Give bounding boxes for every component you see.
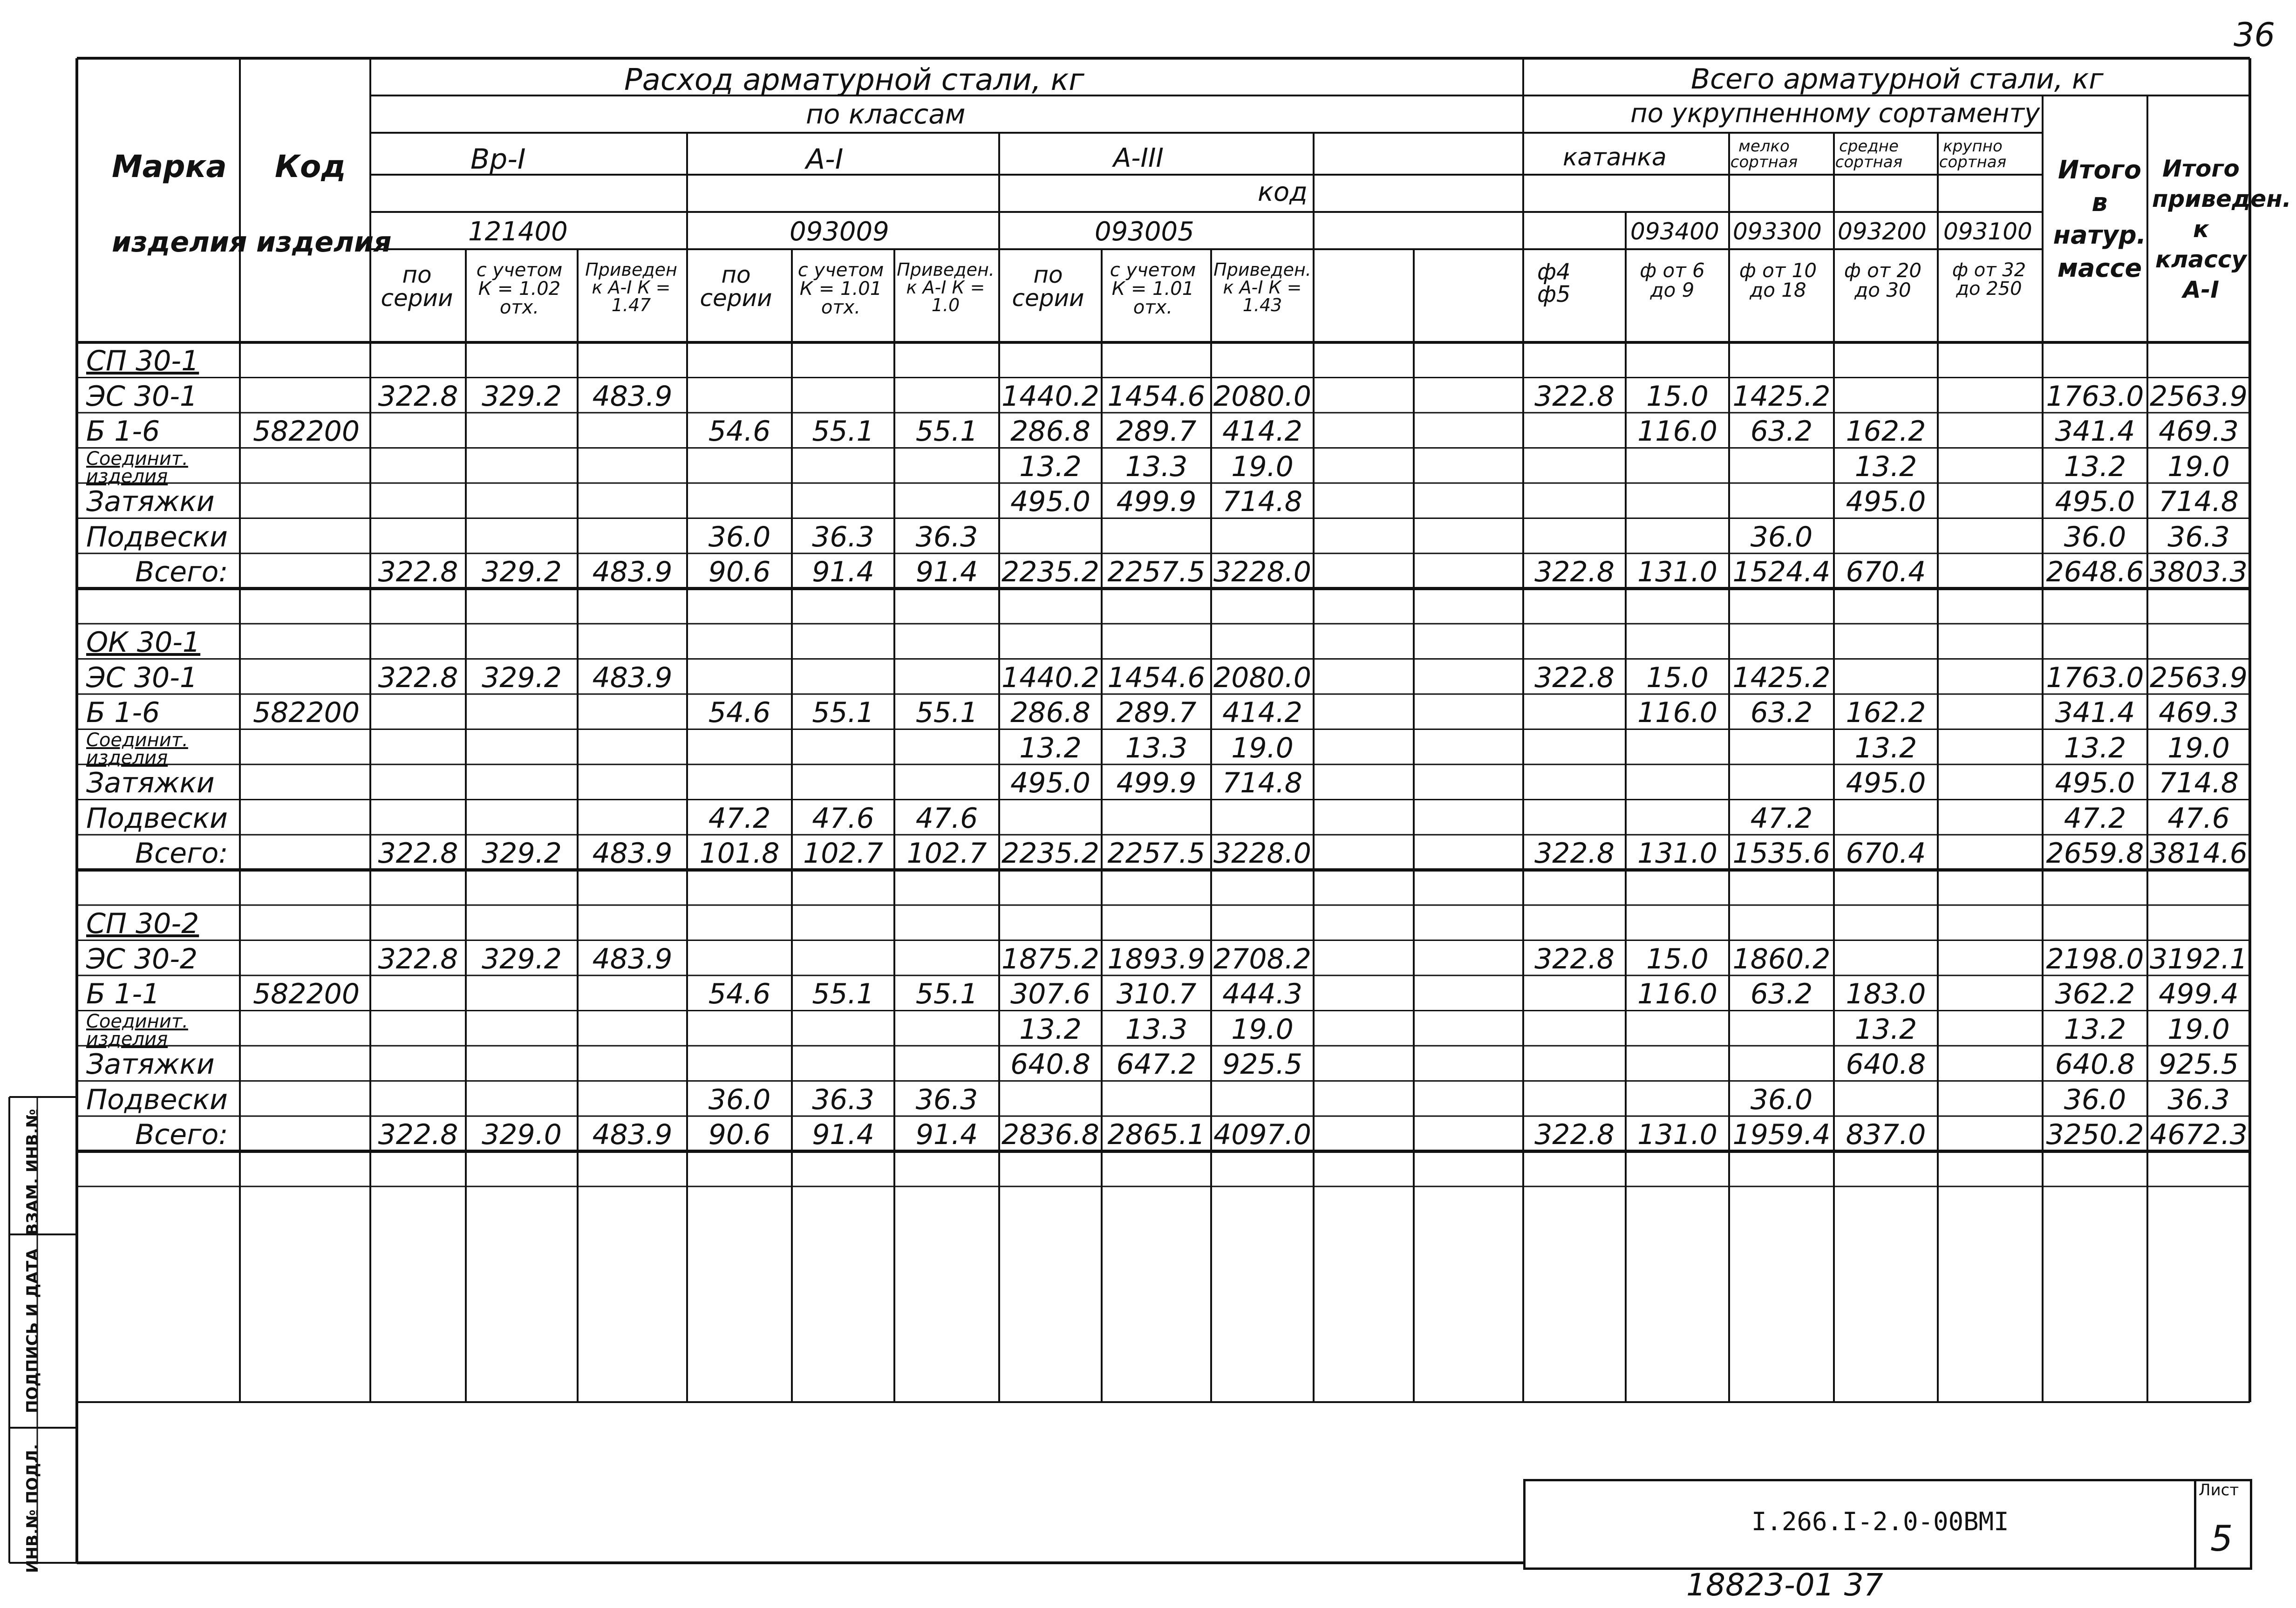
row-name: Б 1-6 [86, 415, 160, 448]
value-cell: 322.8 [1534, 837, 1615, 870]
value-cell: 1524.4 [1732, 556, 1831, 588]
row-name: Подвески [86, 520, 228, 553]
value-cell: 495.0 [2055, 767, 2135, 799]
value-cell: 162.2 [1846, 415, 1926, 448]
value-cell: 1454.6 [1107, 380, 1206, 413]
value-cell: 322.8 [1534, 556, 1615, 588]
value-cell: 13.2 [1854, 1013, 1917, 1046]
header-code-extra: 093100 [1943, 218, 2032, 245]
value-cell: 55.1 [915, 415, 978, 448]
value-cell: 36.0 [708, 520, 771, 553]
value-cell: 322.8 [378, 556, 458, 588]
row-code: 582200 [252, 696, 360, 729]
value-cell: 3228.0 [1213, 556, 1311, 588]
value-cell: 647.2 [1116, 1048, 1197, 1081]
value-cell: 13.2 [1019, 1013, 1082, 1046]
value-cell: 36.3 [915, 1083, 978, 1116]
group-title: ОК 30-1 [86, 626, 201, 659]
sub-phi1018: ф от 10 до 18 [1739, 259, 1817, 301]
row-name: Б 1-1 [86, 978, 160, 1010]
value-cell: 36.0 [708, 1083, 771, 1116]
value-cell: 13.3 [1125, 731, 1188, 764]
value-cell: 3192.1 [2150, 942, 2248, 975]
header-izdeliya-1: изделия [112, 226, 247, 259]
value-cell: 499.4 [2159, 978, 2239, 1010]
value-cell: 483.9 [592, 942, 673, 975]
value-cell: 1860.2 [1732, 942, 1831, 975]
value-cell: 1893.9 [1107, 942, 1206, 975]
row-code: 582200 [252, 415, 360, 448]
value-cell: 36.0 [1750, 1083, 1813, 1116]
value-cell: 2257.5 [1107, 837, 1206, 870]
header-class-vr: Вр-I [470, 143, 526, 176]
header-kod-row: код [1258, 177, 1308, 207]
value-cell: 2836.8 [1002, 1118, 1099, 1151]
value-cell: 3250.2 [2046, 1118, 2144, 1151]
value-cell: 131.0 [1637, 556, 1717, 588]
value-cell: 322.8 [378, 942, 458, 975]
header-code-melko: 093400 [1630, 218, 1719, 245]
sub-a1-priv: Приведен. к А-I К = 1.0 [897, 259, 995, 315]
value-cell: 1763.0 [2046, 380, 2144, 413]
value-cell: 54.6 [708, 696, 771, 729]
value-cell: 483.9 [592, 1118, 673, 1151]
sub-phi45: ф4 ф5 [1537, 259, 1571, 307]
value-cell: 495.0 [1846, 767, 1926, 799]
value-cell: 47.6 [812, 802, 874, 835]
value-cell: 47.6 [915, 802, 978, 835]
value-cell: 19.0 [1231, 731, 1294, 764]
value-cell: 116.0 [1637, 415, 1717, 448]
row-name: Затяжки [86, 485, 215, 518]
sub-vr-priv: Приведен к А-I К = 1.47 [585, 259, 677, 315]
row-total-label: Всего: [135, 556, 228, 588]
value-cell: 36.0 [1750, 520, 1813, 553]
value-cell: 36.3 [812, 520, 874, 553]
sub-phi2030: ф от 20 до 30 [1844, 259, 1922, 301]
value-cell: 47.2 [708, 802, 771, 835]
value-cell: 329.0 [482, 1118, 562, 1151]
value-cell: 286.8 [1010, 415, 1090, 448]
list-number: 5 [2210, 1518, 2233, 1559]
value-cell: 499.9 [1116, 485, 1197, 518]
header-sredne: средне сортная [1835, 137, 1903, 171]
value-cell: 322.8 [1534, 1118, 1615, 1151]
value-cell: 1425.2 [1732, 380, 1831, 413]
header-code-a3: 093005 [1095, 217, 1194, 247]
value-cell: 63.2 [1750, 415, 1813, 448]
value-cell: 2080.0 [1213, 380, 1311, 413]
value-cell: 444.3 [1222, 978, 1302, 1010]
value-cell: 2648.6 [2046, 556, 2144, 588]
value-cell: 2659.8 [2046, 837, 2144, 870]
sub-vr-uchet: с учетом К = 1.02 отх. [476, 259, 563, 318]
value-cell: 670.4 [1846, 556, 1926, 588]
value-cell: 2198.0 [2046, 942, 2144, 975]
value-cell: 925.5 [1222, 1048, 1302, 1081]
value-cell: 36.3 [2167, 1083, 2230, 1116]
row-name: ЭС 30-1 [86, 380, 198, 413]
value-cell: 714.8 [2159, 767, 2239, 799]
value-cell: 341.4 [2055, 696, 2135, 729]
value-cell: 183.0 [1846, 978, 1926, 1010]
value-cell: 36.3 [2167, 520, 2230, 553]
value-cell: 55.1 [812, 978, 874, 1010]
value-cell: 341.4 [2055, 415, 2135, 448]
value-cell: 15.0 [1646, 661, 1709, 694]
value-cell: 19.0 [1231, 450, 1294, 483]
value-cell: 469.3 [2159, 415, 2239, 448]
value-cell: 329.2 [482, 661, 562, 694]
value-cell: 36.0 [2064, 1083, 2126, 1116]
value-cell: 19.0 [2167, 731, 2230, 764]
row-name: Соединит. изделия [86, 1010, 188, 1050]
doc-code: I.266.I-2.0-00ВМI [1751, 1507, 2009, 1536]
value-cell: 2080.0 [1213, 661, 1311, 694]
value-cell: 322.8 [1534, 942, 1615, 975]
row-name: Соединит. изделия [86, 729, 188, 769]
value-cell: 640.8 [1846, 1048, 1926, 1081]
value-cell: 2865.1 [1107, 1118, 1206, 1151]
header-melko: мелко сортная [1730, 137, 1798, 171]
side-label-inv-podl: ИНВ.№ ПОДЛ. [23, 1444, 42, 1573]
value-cell: 13.2 [1019, 450, 1082, 483]
value-cell: 13.3 [1125, 450, 1188, 483]
value-cell: 3803.3 [2150, 556, 2248, 588]
value-cell: 329.2 [482, 942, 562, 975]
value-cell: 2563.9 [2150, 380, 2248, 413]
header-izdeliya-2: изделия [256, 226, 392, 259]
header-itogo-natur: Итого в натур. массе [2053, 155, 2146, 283]
header-by-classes: по классам [806, 98, 966, 130]
value-cell: 36.0 [2064, 520, 2126, 553]
value-cell: 925.5 [2159, 1048, 2239, 1081]
value-cell: 2257.5 [1107, 556, 1206, 588]
value-cell: 55.1 [812, 415, 874, 448]
header-class-a1: А-I [806, 143, 844, 176]
value-cell: 414.2 [1222, 415, 1302, 448]
value-cell: 55.1 [915, 696, 978, 729]
value-cell: 362.2 [2055, 978, 2135, 1010]
value-cell: 13.3 [1125, 1013, 1188, 1046]
value-cell: 329.2 [482, 837, 562, 870]
header-krupno: крупно сортная [1939, 137, 2007, 171]
value-cell: 1535.6 [1732, 837, 1831, 870]
value-cell: 322.8 [378, 837, 458, 870]
value-cell: 414.2 [1222, 696, 1302, 729]
value-cell: 2235.2 [1002, 556, 1099, 588]
header-kod: Код [275, 149, 346, 184]
value-cell: 131.0 [1637, 837, 1717, 870]
sub-a3-uchet: с учетом К = 1.01 отх. [1110, 259, 1196, 318]
sub-a3-po-serii: по серии [1012, 261, 1084, 312]
value-cell: 90.6 [708, 1118, 771, 1151]
value-cell: 670.4 [1846, 837, 1926, 870]
list-label: Лист [2199, 1481, 2239, 1499]
sub-vr-po-serii: по серии [381, 261, 453, 312]
header-code-vr: 121400 [468, 217, 568, 247]
value-cell: 322.8 [378, 661, 458, 694]
value-cell: 55.1 [812, 696, 874, 729]
value-cell: 91.4 [915, 1118, 978, 1151]
value-cell: 2235.2 [1002, 837, 1099, 870]
value-cell: 286.8 [1010, 696, 1090, 729]
header-code-krupno: 093200 [1838, 218, 1927, 245]
value-cell: 3814.6 [2150, 837, 2248, 870]
value-cell: 36.3 [812, 1083, 874, 1116]
value-cell: 1440.2 [1002, 661, 1099, 694]
value-cell: 714.8 [1222, 767, 1302, 799]
value-cell: 15.0 [1646, 380, 1709, 413]
side-label-podpis: ПОДПИСЬ И ДАТА [23, 1248, 42, 1413]
sub-phi32250: ф от 32 до 250 [1952, 259, 2026, 300]
row-name: Подвески [86, 802, 228, 835]
value-cell: 1440.2 [1002, 380, 1099, 413]
header-itogo-priv: Итого приведен. к классу А-I [2152, 155, 2291, 303]
value-cell: 714.8 [1222, 485, 1302, 518]
value-cell: 1875.2 [1002, 942, 1099, 975]
side-label-vzam: ВЗАМ. ИНВ.№ [23, 1109, 42, 1235]
bottom-note: 18823-01 37 [1686, 1567, 1883, 1603]
group-title: СП 30-2 [86, 907, 199, 940]
value-cell: 131.0 [1637, 1118, 1717, 1151]
value-cell: 310.7 [1116, 978, 1197, 1010]
value-cell: 54.6 [708, 978, 771, 1010]
row-total-label: Всего: [135, 1118, 228, 1151]
value-cell: 322.8 [1534, 380, 1615, 413]
value-cell: 2708.2 [1213, 942, 1311, 975]
sub-phi69: ф от 6 до 9 [1640, 259, 1705, 301]
row-name: ЭС 30-1 [86, 661, 198, 694]
value-cell: 13.2 [1854, 731, 1917, 764]
value-cell: 47.2 [2064, 802, 2126, 835]
value-cell: 4097.0 [1213, 1118, 1311, 1151]
value-cell: 495.0 [2055, 485, 2135, 518]
value-cell: 47.2 [1750, 802, 1813, 835]
sub-a1-po-serii: по серии [700, 261, 772, 312]
value-cell: 495.0 [1010, 485, 1090, 518]
header-code-a1: 093009 [790, 217, 889, 247]
value-cell: 483.9 [592, 556, 673, 588]
value-cell: 640.8 [1010, 1048, 1090, 1081]
value-cell: 13.2 [1019, 731, 1082, 764]
value-cell: 483.9 [592, 837, 673, 870]
value-cell: 55.1 [915, 978, 978, 1010]
value-cell: 19.0 [2167, 450, 2230, 483]
value-cell: 36.3 [915, 520, 978, 553]
value-cell: 1454.6 [1107, 661, 1206, 694]
value-cell: 19.0 [2167, 1013, 2230, 1046]
value-cell: 91.4 [812, 1118, 874, 1151]
value-cell: 54.6 [708, 415, 771, 448]
row-total-label: Всего: [135, 837, 228, 870]
value-cell: 162.2 [1846, 696, 1926, 729]
sub-a1-uchet: с учетом К = 1.01 отх. [797, 259, 884, 318]
value-cell: 91.4 [915, 556, 978, 588]
value-cell: 469.3 [2159, 696, 2239, 729]
value-cell: 2563.9 [2150, 661, 2248, 694]
value-cell: 640.8 [2055, 1048, 2135, 1081]
value-cell: 13.2 [2064, 450, 2126, 483]
value-cell: 13.2 [2064, 731, 2126, 764]
group-title: СП 30-1 [86, 345, 199, 377]
header-class-a3: А-III [1113, 143, 1164, 173]
value-cell: 102.7 [906, 837, 987, 870]
value-cell: 322.8 [378, 1118, 458, 1151]
sub-a3-priv: Приведен. к А-I К = 1.43 [1213, 259, 1311, 315]
row-name: Затяжки [86, 767, 215, 799]
value-cell: 329.2 [482, 380, 562, 413]
value-cell: 837.0 [1846, 1118, 1926, 1151]
value-cell: 3228.0 [1213, 837, 1311, 870]
row-name: Соединит. изделия [86, 448, 188, 487]
row-name: ЭС 30-2 [86, 942, 198, 975]
value-cell: 1959.4 [1732, 1118, 1831, 1151]
value-cell: 1425.2 [1732, 661, 1831, 694]
value-cell: 116.0 [1637, 978, 1717, 1010]
row-code: 582200 [252, 978, 360, 1010]
value-cell: 15.0 [1646, 942, 1709, 975]
value-cell: 102.7 [803, 837, 883, 870]
value-cell: 13.2 [2064, 1013, 2126, 1046]
header-title-total: Всего арматурной стали, кг [1691, 63, 2104, 95]
value-cell: 495.0 [1846, 485, 1926, 518]
row-name: Подвески [86, 1083, 228, 1116]
row-name: Б 1-6 [86, 696, 160, 729]
value-cell: 289.7 [1116, 415, 1197, 448]
value-cell: 307.6 [1010, 978, 1090, 1010]
value-cell: 63.2 [1750, 696, 1813, 729]
value-cell: 19.0 [1231, 1013, 1294, 1046]
header-katanka: катанка [1563, 143, 1667, 171]
value-cell: 116.0 [1637, 696, 1717, 729]
header-code-sredne: 093300 [1733, 218, 1822, 245]
header-marka: Марка [112, 149, 227, 184]
value-cell: 1763.0 [2046, 661, 2144, 694]
value-cell: 483.9 [592, 380, 673, 413]
value-cell: 13.2 [1854, 450, 1917, 483]
value-cell: 47.6 [2167, 802, 2230, 835]
page-number: 36 [2234, 16, 2276, 54]
value-cell: 91.4 [812, 556, 874, 588]
value-cell: 63.2 [1750, 978, 1813, 1010]
value-cell: 289.7 [1116, 696, 1197, 729]
value-cell: 329.2 [482, 556, 562, 588]
value-cell: 483.9 [592, 661, 673, 694]
value-cell: 101.8 [699, 837, 780, 870]
value-cell: 4672.3 [2150, 1118, 2248, 1151]
row-name: Затяжки [86, 1048, 215, 1081]
value-cell: 499.9 [1116, 767, 1197, 799]
value-cell: 495.0 [1010, 767, 1090, 799]
value-cell: 322.8 [378, 380, 458, 413]
header-by-assortment: по укрупненному сортаменту [1630, 98, 2040, 129]
value-cell: 714.8 [2159, 485, 2239, 518]
value-cell: 90.6 [708, 556, 771, 588]
header-title-flow: Расход арматурной стали, кг [624, 63, 1084, 97]
value-cell: 322.8 [1534, 661, 1615, 694]
